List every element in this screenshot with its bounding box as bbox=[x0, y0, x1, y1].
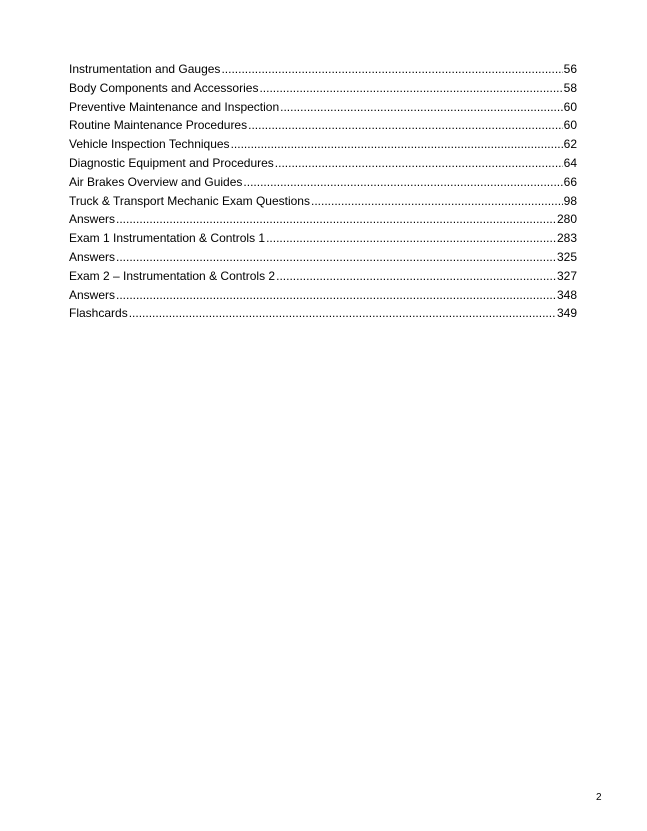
toc-dot-leader bbox=[275, 154, 563, 173]
toc-entry bbox=[69, 267, 577, 286]
toc-dot-leader bbox=[280, 98, 563, 117]
toc-entry-page: 64 bbox=[563, 155, 577, 170]
toc-entry bbox=[69, 79, 577, 98]
table-of-contents bbox=[69, 60, 577, 323]
toc-dot-leader bbox=[276, 267, 556, 286]
toc-entry-page: 66 bbox=[563, 174, 577, 189]
toc-entry-title: Answers bbox=[69, 249, 116, 264]
toc-entry bbox=[69, 60, 577, 79]
toc-dot-leader bbox=[259, 79, 562, 98]
toc-entry bbox=[69, 154, 577, 173]
toc-entry-title: Answers bbox=[69, 287, 116, 302]
toc-entry bbox=[69, 304, 577, 323]
toc-entry-page: 62 bbox=[563, 137, 577, 152]
toc-entry bbox=[69, 286, 577, 305]
toc-dot-leader bbox=[231, 135, 563, 154]
toc-entry-title: Body Components and Accessories bbox=[69, 80, 259, 95]
toc-entry-page: 280 bbox=[556, 212, 577, 227]
toc-dot-leader bbox=[248, 116, 563, 135]
toc-entry-title: Truck & Transport Mechanic Exam Questions bbox=[69, 193, 310, 208]
toc-entry-page: 60 bbox=[563, 118, 577, 133]
toc-entry-title: Instrumentation and Gauges bbox=[69, 62, 221, 76]
toc-entry-title: Exam 1 Instrumentation & Controls 1 bbox=[69, 231, 266, 246]
toc-dot-leader bbox=[129, 304, 556, 323]
toc-entry-page: 349 bbox=[556, 306, 577, 321]
toc-dot-leader bbox=[243, 173, 562, 192]
toc-entry bbox=[69, 210, 577, 229]
toc-dot-leader bbox=[266, 229, 556, 248]
toc-entry-page: 327 bbox=[556, 268, 577, 283]
toc-entry-title: Exam 2 – Instrumentation & Controls 2 bbox=[69, 268, 276, 283]
toc-entry-title: Vehicle Inspection Techniques bbox=[69, 137, 230, 152]
toc-entry-page: 283 bbox=[556, 231, 577, 246]
toc-dot-leader bbox=[311, 192, 563, 211]
page-number: 2 bbox=[596, 792, 602, 803]
toc-entry-page: 98 bbox=[563, 193, 577, 208]
toc-entry-page: 60 bbox=[563, 99, 577, 114]
toc-entry-title: Routine Maintenance Procedures bbox=[69, 118, 248, 133]
toc-entry bbox=[69, 135, 577, 154]
toc-entry bbox=[69, 173, 577, 192]
toc-entry-title: Diagnostic Equipment and Procedures bbox=[69, 155, 274, 170]
toc-entry-title: Answers bbox=[69, 212, 116, 227]
toc-entry bbox=[69, 192, 577, 211]
toc-entry-page: 56 bbox=[563, 62, 577, 76]
toc-entry bbox=[69, 229, 577, 248]
toc-entry-title: Flashcards bbox=[69, 306, 128, 321]
toc-dot-leader bbox=[221, 60, 562, 79]
toc-dot-leader bbox=[116, 210, 556, 229]
toc-entry-title: Air Brakes Overview and Guides bbox=[69, 174, 243, 189]
toc-entry bbox=[69, 98, 577, 117]
toc-dot-leader bbox=[116, 248, 556, 267]
toc-entry bbox=[69, 248, 577, 267]
toc-entry-title: Preventive Maintenance and Inspection bbox=[69, 99, 280, 114]
toc-entry-page: 348 bbox=[556, 287, 577, 302]
toc-entry bbox=[69, 116, 577, 135]
toc-dot-leader bbox=[116, 286, 556, 305]
toc-entry-page: 325 bbox=[556, 249, 577, 264]
toc-entry-page: 58 bbox=[563, 80, 577, 95]
